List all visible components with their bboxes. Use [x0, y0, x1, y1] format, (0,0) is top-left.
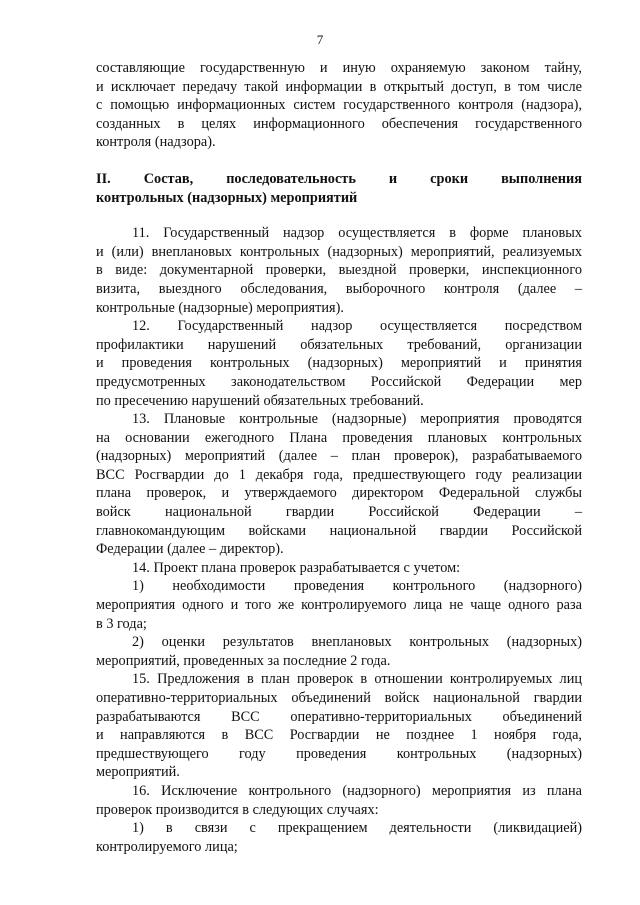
text-line: мероприятий. — [96, 764, 180, 781]
text-line: на основании ежегодного Плана проведения плановых контрольных — [96, 429, 582, 446]
paragraph-p15 — [96, 670, 582, 782]
document-body — [96, 59, 582, 856]
text-line: ВСС Росгвардии до 1 декабря года, предшествующего году реализации — [96, 466, 582, 483]
text-line: с помощью информационных систем государственного контроля (надзора), — [96, 97, 582, 114]
text-line: плана проверок, и утверждаемого директором Федеральной службы — [96, 485, 582, 502]
text-line: мероприятия одного и того же контролируемого лица не чаще одного раза — [96, 597, 582, 614]
text-line: Федерации (далее – директор). — [96, 541, 284, 558]
text-line: проверок производится в следующих случаях: — [96, 801, 379, 818]
text-line: 13. Плановые контрольные (надзорные) мероприятия проводятся — [132, 411, 582, 428]
text-line: в виде: документарной проверки, выездной проверки, инспекционного — [96, 262, 582, 279]
text-line: контролируемого лица; — [96, 838, 238, 855]
paragraph-p12 — [96, 317, 582, 410]
text-line: и исключает передачу такой информации в открытый доступ, в том числе — [96, 78, 582, 95]
text-line: 12. Государственный надзор осуществляется посредством — [132, 318, 582, 335]
text-line: II. Состав, последовательность и сроки выполнения — [96, 170, 582, 187]
text-line: 15. Предложения в план проверок в отношении контролируемых лиц — [132, 671, 582, 688]
text-line: оперативно-территориальных объединений войск национальной гвардии — [96, 690, 582, 706]
paragraph-p14 — [96, 559, 582, 578]
text-line: 14. Проект плана проверок разрабатывается с учетом: — [132, 559, 461, 576]
text-line: 16. Исключение контрольного (надзорного) мероприятия из плана — [132, 782, 582, 799]
text-line: по пресечению нарушений обязательных требований. — [96, 392, 424, 409]
text-line: контрольных (надзорных) мероприятий — [96, 189, 358, 206]
section-heading — [96, 170, 582, 207]
text-line: профилактики нарушений обязательных требований, организации — [96, 336, 582, 353]
text-line: 1) необходимости проведения контрольного (надзорного) — [132, 578, 582, 595]
text-line: в 3 года; — [96, 615, 147, 632]
page-number: 7 — [316, 32, 324, 47]
text-line: (надзорных) мероприятий (далее – план проверок), разрабатываемого — [96, 448, 582, 465]
text-line: созданных в целях информационного обеспечения государственного — [96, 115, 582, 132]
text-line: предшествующего году проведения контрольных (надзорных) — [96, 745, 582, 762]
paragraph-p16 — [96, 782, 582, 819]
text-line: разрабатываются ВСС оперативно-территориальных объединений — [96, 708, 582, 725]
spacer — [96, 207, 582, 224]
text-line: 2) оценки результатов внеплановых контрольных (надзорных) — [132, 634, 582, 651]
text-line: и (или) внеплановых контрольных (надзорных) мероприятий, реализуемых — [96, 243, 582, 260]
paragraph-list — [96, 224, 582, 856]
text-line: контрольные (надзорные) мероприятия). — [96, 299, 344, 316]
text-line: 1) в связи с прекращением деятельности (ликвидацией) — [132, 820, 582, 837]
text-line: и направляются в ВСС Росгвардии не позднее 1 ноября года, — [96, 727, 582, 744]
paragraph-p14-1 — [96, 577, 582, 633]
text-line: контроля (надзора). — [96, 134, 216, 151]
text-line: предусмотренных законодательством Российской Федерации мер — [96, 373, 582, 390]
paragraph-p14-2 — [96, 633, 582, 670]
paragraph-p11 — [96, 224, 582, 317]
text-line: и проведения контрольных (надзорных) мероприятий и принятия — [96, 355, 582, 372]
text-line: главнокомандующим войсками национальной гвардии Российской — [96, 522, 582, 539]
paragraph-p16-1 — [96, 819, 582, 856]
text-line: составляющие государственную и иную охраняемую законом тайну, — [96, 60, 582, 76]
text-line: 11. Государственный надзор осуществляется в форме плановых — [132, 225, 582, 242]
spacer — [96, 152, 582, 170]
text-line: войск национальной гвардии Российской Федерации – — [96, 504, 582, 521]
text-line: мероприятий, проведенных за последние 2 года. — [96, 652, 391, 669]
paragraph-p13 — [96, 410, 582, 559]
text-line: визита, выездного обследования, выборочного контроля (далее – — [96, 280, 582, 297]
intro-paragraph — [96, 59, 582, 152]
